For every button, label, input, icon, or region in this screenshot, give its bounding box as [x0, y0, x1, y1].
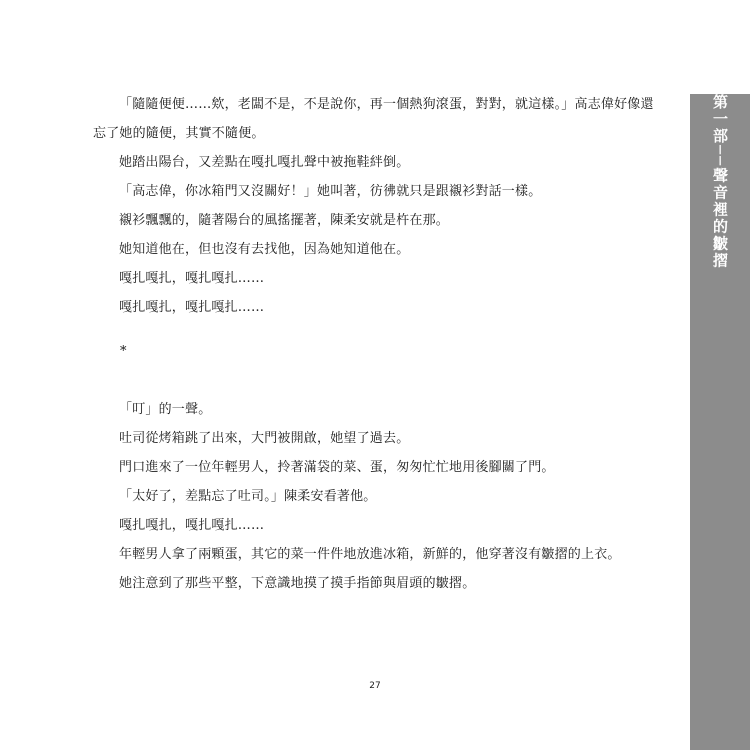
paragraph: 嘎扎嘎扎，嘎扎嘎扎…… [119, 271, 265, 286]
paragraph: 門口進來了一位年輕男人，拎著滿袋的菜、蛋，匆匆忙忙地用後腳關了門。 [119, 460, 555, 475]
paragraph: 吐司從烤箱跳了出來，大門被開啟，她望了過去。 [119, 431, 410, 446]
chapter-title: 第一部──聲音裡的皺摺 [711, 94, 729, 270]
paragraph: 年輕男人拿了兩顆蛋，其它的菜一件件地放進冰箱，新鮮的，他穿著沒有皺摺的上衣。 [119, 547, 621, 562]
paragraph: 嘎扎嘎扎，嘎扎嘎扎…… [119, 518, 265, 533]
paragraph: 她知道他在，但也沒有去找他，因為她知道他在。 [119, 242, 410, 257]
chapter-side-tab [690, 94, 750, 750]
paragraph: 她注意到了那些平整，下意識地摸了摸手指節與眉頭的皺摺。 [119, 576, 476, 591]
paragraph: 「隨隨便便……欸，老闆不是，不是說你，再一個熱狗滾蛋，對對，就這樣。」高志偉好像還忘了她的隨便，其實不隨便。 [93, 97, 654, 141]
body-text [93, 90, 658, 598]
page-number: 27 [369, 681, 381, 691]
section-break-mark: * [120, 344, 127, 359]
paragraph: 襯衫飄飄的，隨著陽台的風搖擺著，陳柔安就是杵在那。 [119, 213, 450, 228]
paragraph: 嘎扎嘎扎，嘎扎嘎扎…… [119, 300, 265, 315]
paragraph: 「高志偉，你冰箱門又沒關好！」她叫著，彷彿就只是跟襯衫對話一樣。 [119, 184, 542, 199]
paragraph: 她踏出陽台，又差點在嘎扎嘎扎聲中被拖鞋絆倒。 [119, 155, 410, 170]
paragraph: 「太好了，差點忘了吐司。」陳柔安看著他。 [119, 489, 377, 504]
paragraph: 「叮」的一聲。 [119, 402, 212, 417]
